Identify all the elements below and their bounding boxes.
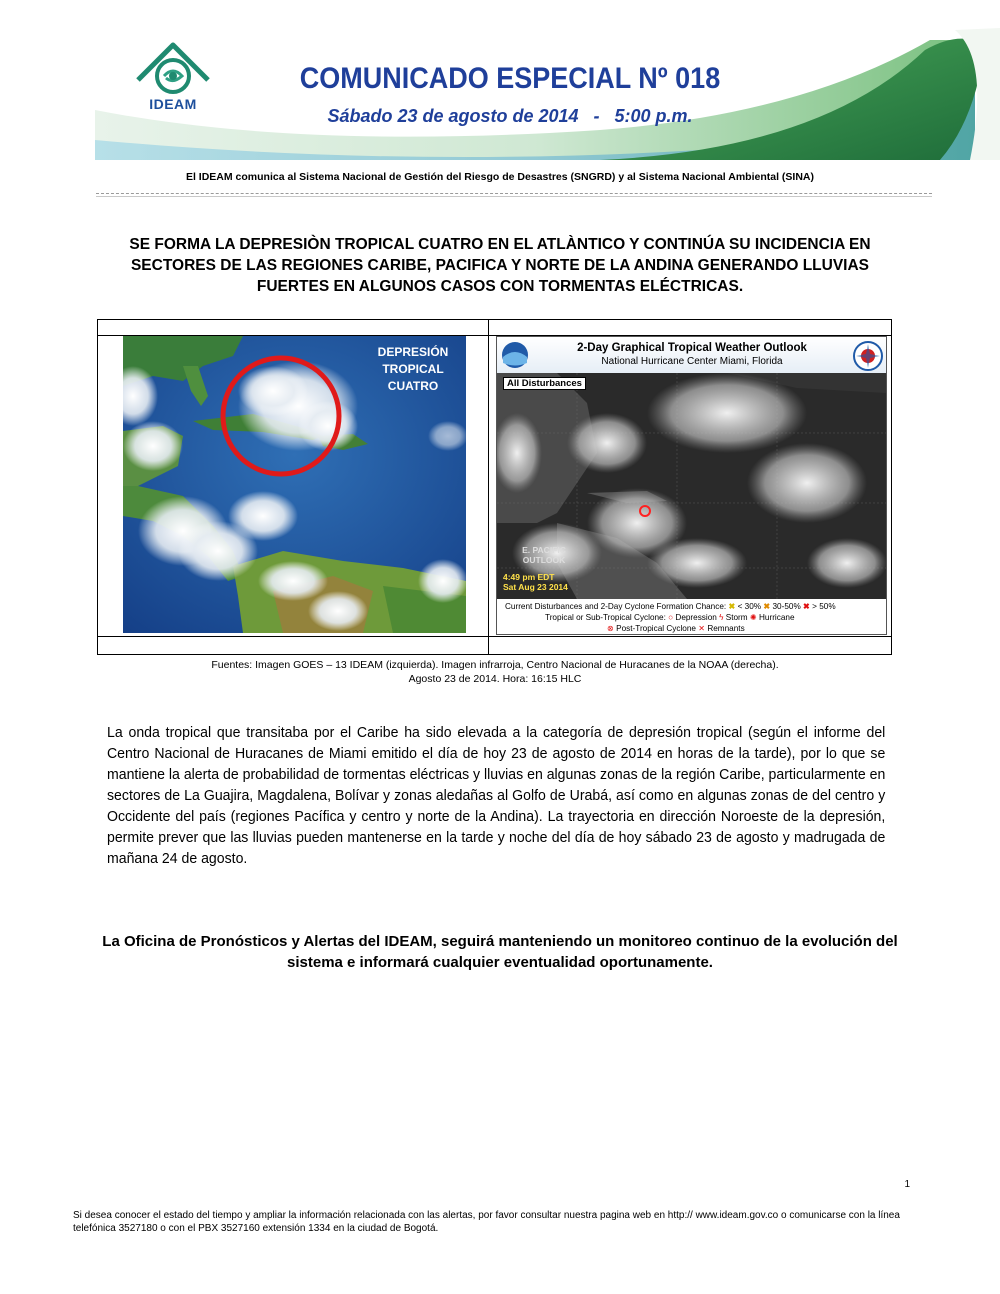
- label-line: E. PACIFIC: [522, 545, 566, 555]
- label-line: OUTLOOK: [522, 555, 566, 565]
- footer-text: Si desea conocer el estado del tiempo y ampliar la información relacionada con las alertas, por favor consultar nuestra pagina web en http:// www.ideam.gov.co o comunicarse con la línea telefónica 3527180 o con el PBX 3527160 extensión 1334 en la ciudad de Bogotá.: [73, 1210, 900, 1234]
- goes-satellite-image: [123, 336, 466, 633]
- caption-line: Agosto 23 de 2014. Hora: 16:15 HLC: [408, 673, 582, 685]
- legend-hurricane: Hurricane: [759, 613, 795, 622]
- legend-remnants: Remnants: [707, 624, 745, 633]
- infrared-map: [497, 373, 886, 599]
- label-line: TROPICAL: [382, 362, 444, 376]
- legend-depression: Depression: [675, 613, 717, 622]
- all-disturbances-label: All Disturbances: [503, 377, 586, 390]
- legend-high: > 50%: [812, 602, 836, 611]
- logo-text: IDEAM: [149, 96, 197, 112]
- label-line: Sat Aug 23 2014: [503, 582, 568, 592]
- page-number: 1: [904, 1179, 910, 1190]
- label-line: DEPRESIÓN: [377, 345, 449, 359]
- label-line: CUATRO: [387, 379, 439, 393]
- legend-mid: 30-50%: [772, 602, 801, 611]
- outlook-title: 2-Day Graphical Tropical Weather Outlook: [577, 342, 807, 354]
- high-chance-icon: ✖: [803, 602, 810, 611]
- legend-row: [607, 623, 745, 634]
- nhc-outlook-image: [496, 336, 887, 635]
- legend-low: < 30%: [737, 602, 762, 611]
- nws-logo-icon: [853, 341, 883, 371]
- label-line: 4:49 pm EDT: [503, 572, 555, 582]
- outlook-legend: [497, 599, 886, 634]
- remnants-icon: ✕: [698, 624, 708, 633]
- sub-header: El IDEAM comunica al Sistema Nacional de Gestión del Riesgo de Desastres (SNGRD) y al Sistema Nacional Ambiental (SINA): [185, 171, 815, 183]
- timestamp-label: [503, 572, 583, 592]
- image-caption: [100, 658, 890, 686]
- headline: SE FORMA LA DEPRESIÒN TROPICAL CUATRO EN EL ATLÀNTICO Y CONTINÚA SU INCIDENCIA EN SECTORES DE LAS REGIONES CARIBE, PACIFICA Y NORTE DE LA ANDINA GENERANDO LLUVIAS FUERTES EN ALGUNOS CASOS CON TORMENTAS ELÉCTRICAS.: [129, 236, 871, 295]
- table-divider: [97, 636, 892, 637]
- legend-post: Post-Tropical Cyclone: [616, 624, 696, 633]
- noaa-logo-icon: [501, 341, 529, 369]
- depression-label: [368, 344, 458, 395]
- pacific-outlook-label: [509, 545, 579, 565]
- divider: [96, 196, 932, 197]
- outlook-subtitle: National Hurricane Center Miami, Florida: [601, 356, 783, 367]
- page-title: COMUNICADO ESPECIAL Nº 018: [299, 62, 721, 95]
- divider: [96, 193, 932, 194]
- body-paragraph: La onda tropical que transitaba por el Caribe ha sido elevada a la categoría de depresión tropical (según el informe del Centro Nacional de Huracanes de Miami emitido el día de hoy 23 de agosto de 2014 en horas de la tarde), por lo que se mantiene la alerta de probabilidad de tormentas eléctricas y lluvias en algunas zonas de la región Caribe, particularmente en sectores de La Guajira, Magdalena, Bolívar y zonas aledañas al Golfo de Urabá, así como en algunas zonas de del centro y Occidente del país (regiones Pacífica y centro y norte de la Andina). La trayectoria en dirección Noroeste de la depresión, permite prever que las lluvias pueden mantenerse en la tarde y noche del día de hoy sábado 23 de agosto y madrugada de mañana 24 de agosto.: [107, 724, 886, 867]
- table-divider: [488, 319, 489, 655]
- mid-chance-icon: ✖: [763, 602, 771, 611]
- hurricane-icon: ✺: [749, 613, 757, 622]
- legend-row: [545, 612, 795, 623]
- post-tropical-icon: ⊗: [607, 624, 617, 633]
- caption-line: Fuentes: Imagen GOES – 13 IDEAM (izquierda). Imagen infrarroja, Centro Nacional de Huracanes de la NOAA (derecha).: [211, 659, 779, 671]
- legend-row: [505, 601, 836, 612]
- legend-label: Current Disturbances and 2-Day Cyclone Formation Chance:: [505, 602, 727, 611]
- depression-icon: ○: [668, 613, 674, 622]
- legend-storm: Storm: [725, 613, 748, 622]
- storm-icon: ϟ: [719, 613, 724, 622]
- low-chance-icon: ✖: [728, 602, 736, 611]
- document-date: Sábado 23 de agosto de 2014 - 5:00 p.m.: [327, 106, 693, 126]
- closing-statement: La Oficina de Pronósticos y Alertas del IDEAM, seguirá manteniendo un monitoreo continuo de la evolución del sistema e informará cualquier eventualidad oportunamente.: [102, 933, 898, 971]
- legend-label: Tropical or Sub-Tropical Cyclone:: [545, 613, 666, 622]
